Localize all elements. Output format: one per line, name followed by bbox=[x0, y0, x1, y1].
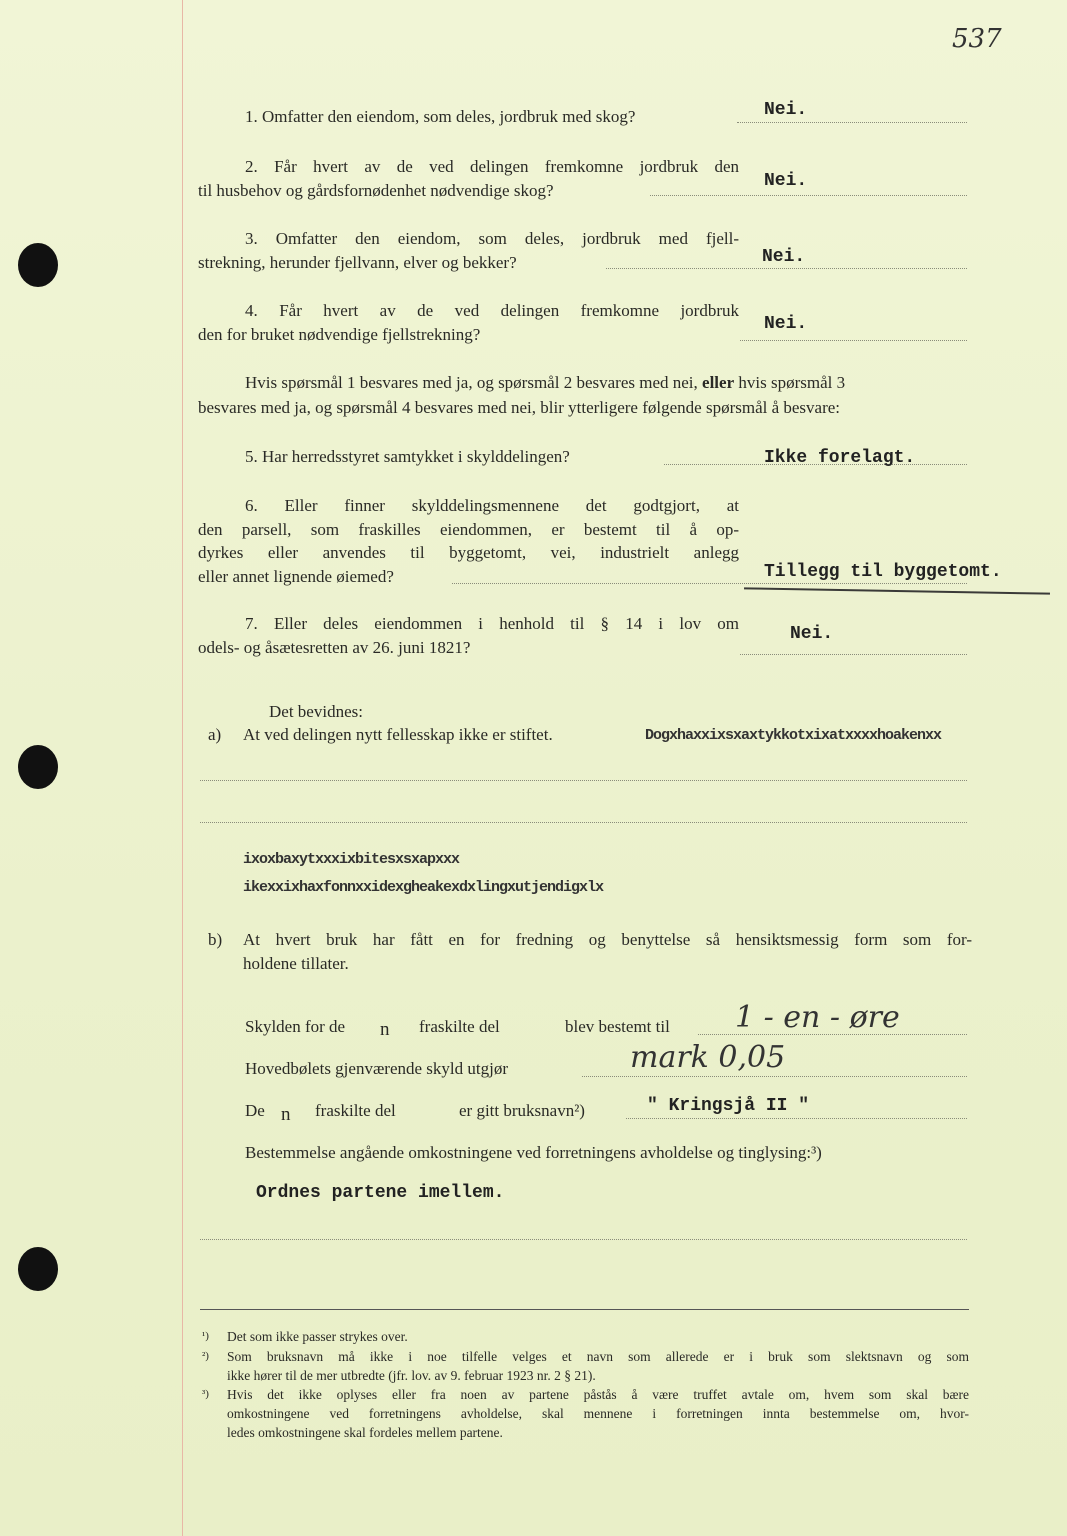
question-4-line-1: 4. Får hvert av de ved delingen fremkomne jordbruk bbox=[245, 301, 739, 320]
question-6-answer: Tillegg til byggetomt. bbox=[764, 562, 1002, 582]
question-5-text: 5. Har herredsstyret samtykket i skylddelingen? bbox=[245, 447, 570, 466]
struck-text: Dogxhaxxixsxaxtykkotxixatxxxxhoakenxx bbox=[645, 727, 942, 744]
pen-underline bbox=[744, 587, 1050, 594]
struck-text: ixoxbaxytxxxixbitesxsxapxxx bbox=[243, 851, 460, 868]
conditional-emphasis: eller bbox=[702, 373, 735, 392]
question-1-text: 1. Omfatter den eiendom, som deles, jordbruk med skog? bbox=[245, 107, 636, 126]
footnote-line: ikke hører til de mer utbredte (jfr. lov. av 9. februar 1923 nr. 2 § 21). bbox=[227, 1368, 596, 1383]
question-6-line-2: den parsell, som fraskilles eiendommen, er bestemt til å op- bbox=[198, 520, 739, 539]
question-7-line-1: 7. Eller deles eiendommen i henhold til § 14 i lov om bbox=[245, 614, 739, 633]
hovedbol-value: mark 0,05 bbox=[630, 1040, 786, 1075]
question-2-line-1: 2. Får hvert av de ved delingen fremkomne jordbruk den bbox=[245, 157, 739, 176]
skyld-label-c: blev bestemt til bbox=[565, 1017, 670, 1036]
question-1-answer: Nei. bbox=[764, 100, 808, 120]
certification-heading: Det bevidnes: bbox=[269, 702, 363, 721]
question-2-answer: Nei. bbox=[764, 171, 808, 191]
answer-line bbox=[606, 268, 967, 269]
item-a-text: At ved delingen nytt fellesskap ikke er stiftet. bbox=[243, 725, 553, 744]
conditional-line-2: besvares med ja, og spørsmål 4 besvares med nei, blir ytterligere følgende spørsmål å besvare: bbox=[198, 398, 841, 417]
margin-line bbox=[182, 0, 183, 1536]
footnote-line: omkostningene ved forretningens avholdelse, skal mennene i forretningen innta bestemmelse om, hvor- bbox=[227, 1406, 969, 1421]
footnote-mark: ¹) bbox=[202, 1330, 209, 1342]
answer-line bbox=[626, 1118, 967, 1119]
question-3-line-2: strekning, herunder fjellvann, elver og bekker? bbox=[198, 253, 517, 272]
footnote-3 bbox=[202, 1385, 969, 1442]
bruksnavn-label-a: De bbox=[245, 1101, 265, 1120]
footnote-mark: ³) bbox=[202, 1388, 209, 1400]
answer-line bbox=[740, 654, 967, 655]
conditional-text-a: Hvis spørsmål 1 besvares med ja, og spørsmål 2 besvares med nei, bbox=[245, 373, 698, 392]
blank-line bbox=[200, 1239, 967, 1240]
bruksnavn-suffix-n: n bbox=[281, 1104, 291, 1125]
question-4-answer: Nei. bbox=[764, 314, 808, 334]
question-3-line-1: 3. Omfatter den eiendom, som deles, jordbruk med fjell- bbox=[245, 229, 739, 248]
question-6-line-1: 6. Eller finner skylddelingsmennene det godtgjort, at bbox=[245, 496, 739, 515]
item-b-line-2: holdene tillater. bbox=[243, 954, 349, 973]
question-6-line-3: dyrkes eller anvendes til byggetomt, vei, industrielt anlegg bbox=[198, 543, 739, 562]
blank-line bbox=[200, 780, 967, 781]
punch-hole bbox=[18, 1247, 58, 1291]
footnote-line: Hvis det ikke oplyses eller fra noen av partene påstås å være truffet avtale om, hvem som skal bære bbox=[227, 1387, 969, 1402]
footnote-line: ledes omkostningene skal fordeles mellem partene. bbox=[227, 1425, 503, 1440]
footnote-divider bbox=[200, 1309, 969, 1310]
item-b-label: b) bbox=[208, 930, 223, 949]
answer-line bbox=[582, 1076, 967, 1077]
costs-label: Bestemmelse angående omkostningene ved forretningens avholdelse og tinglysing:³) bbox=[245, 1143, 822, 1162]
item-a-label: a) bbox=[208, 725, 222, 744]
bruksnavn-value: " Kringsjå II " bbox=[647, 1096, 810, 1116]
question-7-line-2: odels- og åsætesretten av 26. juni 1821? bbox=[198, 638, 471, 657]
costs-value: Ordnes partene imellem. bbox=[256, 1183, 505, 1203]
skyld-value: 1 - en - øre bbox=[735, 1000, 900, 1035]
punch-hole bbox=[18, 243, 58, 287]
answer-line bbox=[452, 583, 967, 584]
conditional-text-b: hvis spørsmål 3 bbox=[738, 373, 846, 392]
footnote-line: Som bruksnavn må ikke i noe tilfelle velges et navn som allerede er i bruk som slektsnavn og som bbox=[227, 1349, 969, 1364]
item-b-line-1: At hvert bruk har fått en for fredning og benyttelse så hensiktsmessig form som for- bbox=[243, 930, 972, 949]
footnote-1 bbox=[202, 1327, 969, 1346]
page-number: 537 bbox=[952, 24, 1002, 54]
struck-text: ikexxixhaxfonnxxidexgheakexdxlingxutjendigxlx bbox=[243, 879, 604, 896]
question-2-line-2: til husbehov og gårdsfornødenhet nødvendige skog? bbox=[198, 181, 554, 200]
hovedbol-label: Hovedbølets gjenværende skyld utgjør bbox=[245, 1059, 508, 1078]
bruksnavn-label-b: fraskilte del bbox=[315, 1101, 396, 1120]
skyld-label-b: fraskilte del bbox=[419, 1017, 500, 1036]
skyld-suffix-n: n bbox=[380, 1019, 390, 1040]
answer-line bbox=[650, 195, 967, 196]
footnote-line: Det som ikke passer strykes over. bbox=[227, 1329, 408, 1344]
footnote-mark: ²) bbox=[202, 1350, 209, 1362]
punch-hole bbox=[18, 745, 58, 789]
question-4-line-2: den for bruket nødvendige fjellstrekning? bbox=[198, 325, 481, 344]
question-6-line-4: eller annet lignende øiemed? bbox=[198, 567, 394, 586]
skyld-label-a: Skylden for de bbox=[245, 1017, 346, 1036]
conditional-line-1 bbox=[245, 371, 845, 395]
question-5-answer: Ikke forelagt. bbox=[764, 448, 916, 468]
bruksnavn-label-c: er gitt bruksnavn²) bbox=[459, 1101, 585, 1120]
answer-line bbox=[740, 340, 967, 341]
answer-line bbox=[737, 122, 967, 123]
footnote-2 bbox=[202, 1347, 969, 1385]
question-7-answer: Nei. bbox=[790, 624, 834, 644]
question-3-answer: Nei. bbox=[762, 247, 806, 267]
blank-line bbox=[200, 822, 967, 823]
